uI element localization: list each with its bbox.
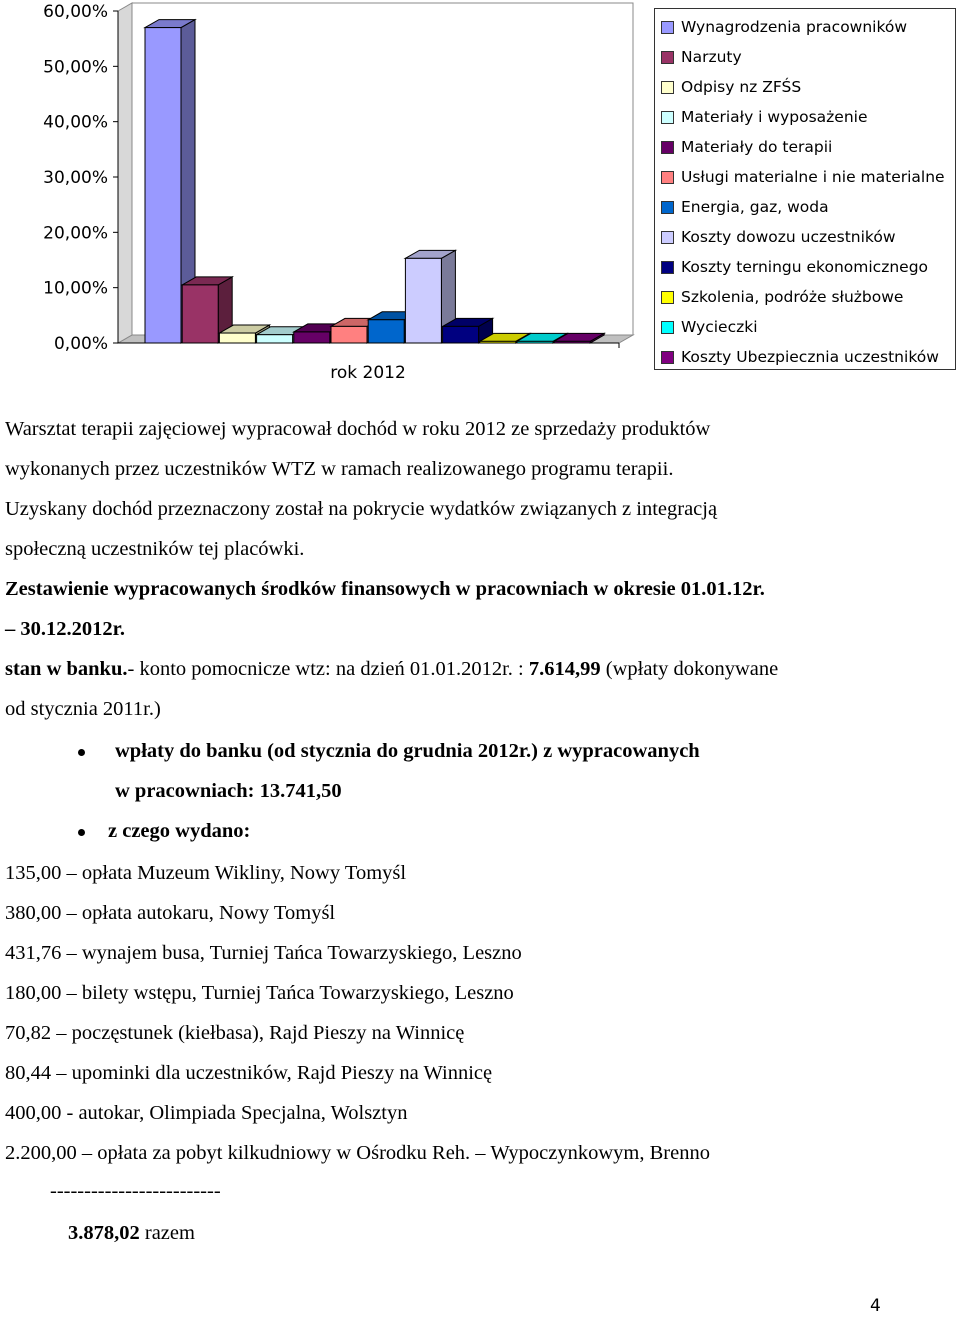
- legend-swatch: [661, 201, 674, 214]
- paragraph-1-line-1: Warsztat terapii zajęciowej wypracował dochód w roku 2012 ze sprzedaży produktów: [5, 418, 711, 440]
- page-number: 4: [870, 1296, 881, 1316]
- expense-item: 180,00 – bilety wstępu, Turniej Tańca Towarzyskiego, Leszno: [5, 982, 514, 1004]
- bank-balance-line: [5, 658, 778, 681]
- total-line: [68, 1222, 195, 1245]
- bar: [219, 333, 255, 343]
- bank-balance-note: (wpłaty dokonywane: [600, 658, 779, 680]
- chart-side-wall: [118, 3, 132, 343]
- sum-divider: -------------------------: [50, 1180, 221, 1202]
- legend-swatch: [661, 141, 674, 154]
- expense-chart: [0, 0, 960, 395]
- legend-swatch: [661, 111, 674, 124]
- legend-swatch: [661, 231, 674, 244]
- expense-item: 135,00 – opłata Muzeum Wikliny, Nowy Tomyśl: [5, 862, 407, 884]
- legend-swatch: [661, 321, 674, 334]
- y-tick-label: 40,00%: [43, 112, 108, 133]
- legend-label: Materiały do terapii: [681, 138, 833, 156]
- bar-chart-3d: [0, 0, 650, 395]
- legend-item: [661, 255, 928, 279]
- deposits-line-2: w pracowniach: 13.741,50: [115, 780, 342, 802]
- legend-swatch: [661, 351, 674, 364]
- bank-balance-line-2: od stycznia 2011r.): [5, 698, 161, 720]
- bar: [257, 335, 293, 343]
- expense-item: 431,76 – wynajem busa, Turniej Tańca Towarzyskiego, Leszno: [5, 942, 522, 964]
- total-amount: 3.878,02: [68, 1222, 140, 1244]
- legend-label: Energia, gaz, woda: [681, 198, 829, 216]
- expense-item: 380,00 – opłata autokaru, Nowy Tomyśl: [5, 902, 336, 924]
- y-tick-label: 20,00%: [43, 223, 108, 244]
- expense-item: 400,00 - autokar, Olimpiada Specjalna, Wolsztyn: [5, 1102, 408, 1124]
- legend-item: [661, 135, 832, 159]
- bullet-icon: [78, 829, 85, 836]
- total-label: razem: [139, 1222, 195, 1244]
- bar: [517, 341, 553, 343]
- paragraph-2-line-1: Uzyskany dochód przeznaczony został na pokrycie wydatków związanych z integracją: [5, 498, 718, 520]
- y-tick-label: 60,00%: [43, 2, 108, 22]
- legend-item: [661, 345, 939, 369]
- legend-item: [661, 165, 945, 189]
- legend-swatch: [661, 51, 674, 64]
- legend-swatch: [661, 21, 674, 34]
- expense-item: 80,44 – upominki dla uczestników, Rajd Pieszy na Winnicę: [5, 1062, 493, 1084]
- bar: [554, 341, 590, 343]
- legend-item: [661, 75, 801, 99]
- legend-label: Wycieczki: [681, 318, 758, 336]
- legend-label: Koszty dowozu uczestników: [681, 228, 896, 246]
- legend-label: Narzuty: [681, 48, 742, 66]
- y-tick-label: 50,00%: [43, 57, 108, 78]
- legend-item: [661, 315, 758, 339]
- legend-item: [661, 15, 907, 39]
- y-tick-label: 0,00%: [53, 334, 108, 354]
- chart-legend: [654, 8, 956, 370]
- bar: [443, 326, 479, 343]
- x-axis-label: rok 2012: [330, 363, 406, 383]
- legend-swatch: [661, 171, 674, 184]
- expense-item: 2.200,00 – opłata za pobyt kilkudniowy w Ośrodku Reh. – Wypoczynkowym, Brenno: [5, 1142, 710, 1164]
- bank-balance-amount: 7.614,99: [528, 658, 601, 680]
- spent-heading: z czego wydano:: [108, 820, 251, 842]
- bar: [331, 326, 367, 343]
- bar: [182, 285, 218, 343]
- summary-heading-line-2: – 30.12.2012r.: [5, 618, 125, 640]
- legend-swatch: [661, 261, 674, 274]
- legend-item: [661, 45, 742, 69]
- expense-item: 70,82 – poczęstunek (kiełbasa), Rajd Pieszy na Winnicę: [5, 1022, 465, 1044]
- y-tick-label: 30,00%: [43, 168, 108, 188]
- legend-swatch: [661, 291, 674, 304]
- bar: [405, 258, 441, 343]
- bar: [480, 341, 516, 343]
- paragraph-2-line-2: społeczną uczestników tej placówki.: [5, 538, 305, 560]
- legend-swatch: [661, 81, 674, 94]
- paragraph-1-line-2: wykonanych przez uczestników WTZ w ramach realizowanego programu terapii.: [5, 458, 674, 480]
- legend-item: [661, 285, 903, 309]
- legend-label: Koszty Ubezpiecznia uczestników: [681, 348, 939, 366]
- legend-item: [661, 225, 896, 249]
- y-tick-label: 10,00%: [43, 278, 108, 299]
- bank-balance-label: stan w banku.: [5, 658, 128, 680]
- legend-label: Materiały i wyposażenie: [681, 108, 868, 126]
- bar: [368, 320, 404, 343]
- bar: [294, 332, 330, 343]
- bar: [145, 28, 181, 343]
- legend-label: Usługi materialne i nie materialne: [681, 168, 945, 186]
- bullet-icon: [78, 749, 85, 756]
- legend-label: Wynagrodzenia pracowników: [681, 18, 908, 36]
- legend-item: [661, 195, 829, 219]
- legend-label: Koszty terningu ekonomicznego: [681, 258, 929, 276]
- legend-label: Odpisy nz ZFŚS: [681, 78, 802, 96]
- summary-heading-line-1: Zestawienie wypracowanych środków finansowych w pracowniach w okresie 01.01.12r.: [5, 578, 765, 600]
- legend-label: Szkolenia, podróże służbowe: [681, 288, 904, 306]
- bank-balance-text: - konto pomocnicze wtz: na dzień 01.01.2012r. :: [127, 658, 529, 680]
- legend-item: [661, 105, 867, 129]
- deposits-line-1: wpłaty do banku (od stycznia do grudnia 2012r.) z wypracowanych: [115, 740, 700, 762]
